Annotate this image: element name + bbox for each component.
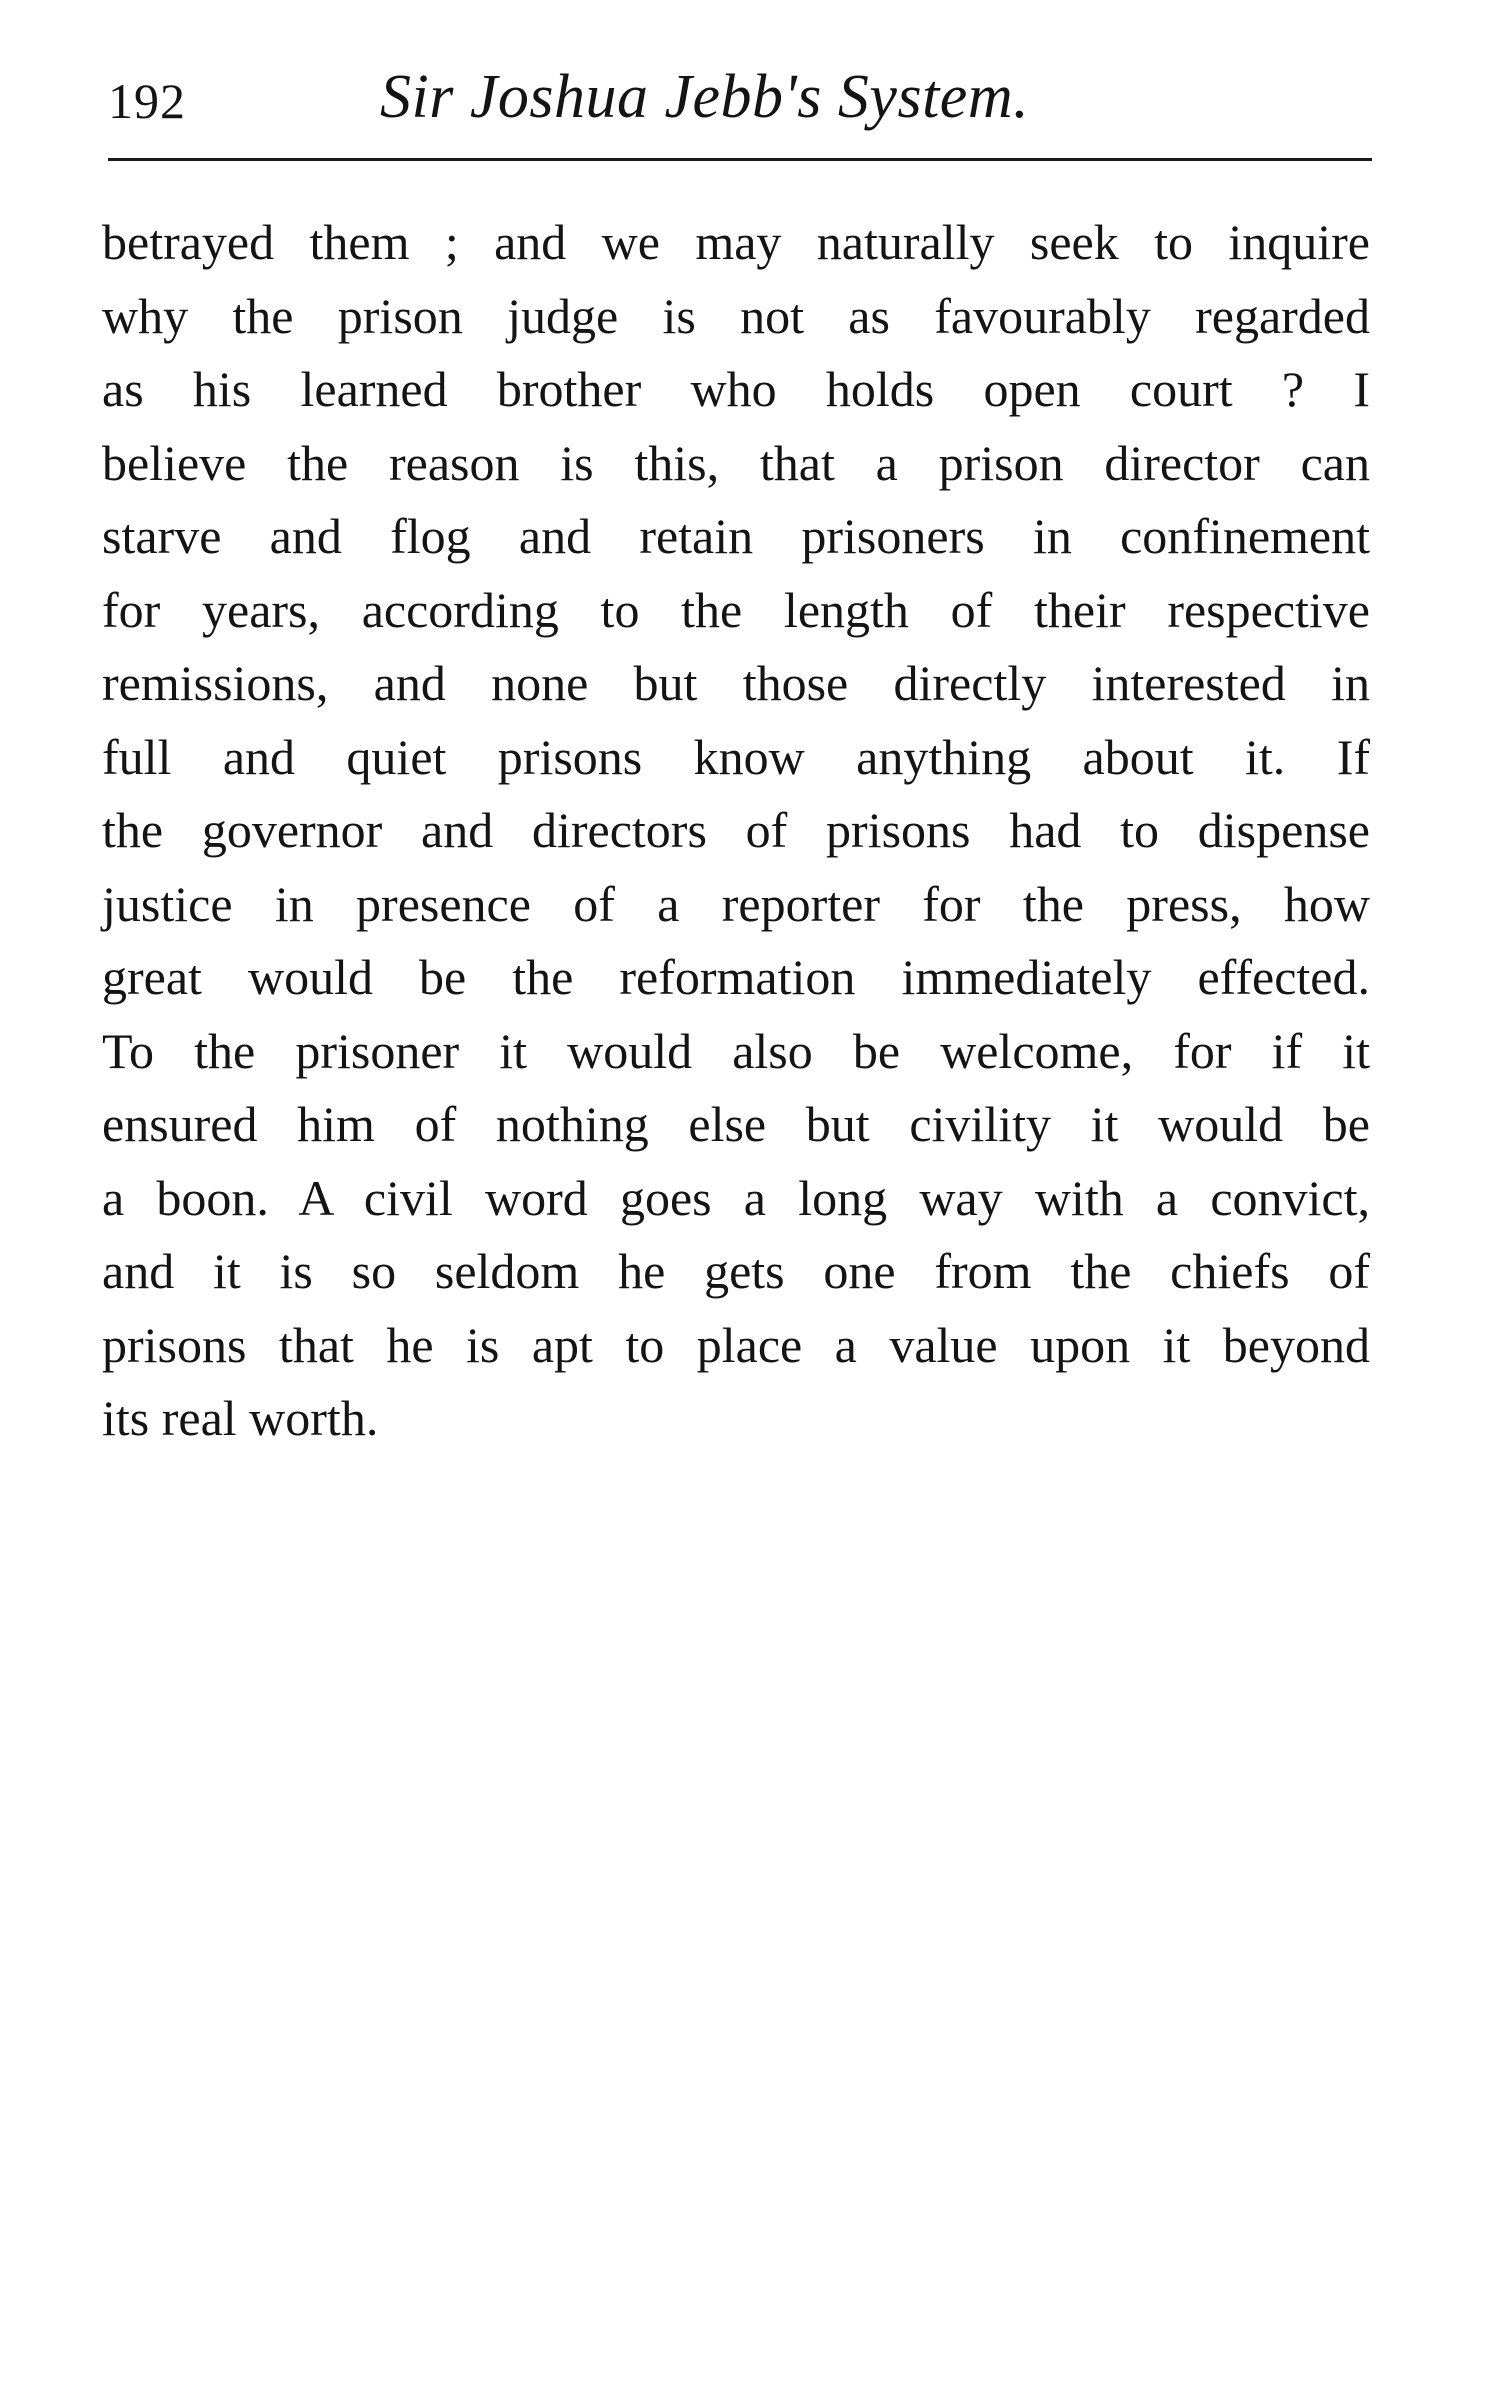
text-line: To the prisoner it would also be welcome, for if it	[102, 1022, 1370, 1079]
text-line: prisons that he is apt to place a value upon it beyond	[102, 1316, 1370, 1373]
running-head	[108, 62, 1372, 148]
text-line: ensured him of nothing else but civility it would be	[102, 1096, 1370, 1152]
text-line: great would be the reformation immediately effected.	[102, 949, 1370, 1005]
text-line: starve and flog and retain prisoners in confinement	[102, 508, 1370, 564]
text-line: full and quiet prisons know anything about it. If	[102, 728, 1370, 785]
text-line: for years, according to the length of their respective	[102, 581, 1370, 638]
text-line: believe the reason is this, that a prison director can	[102, 434, 1370, 491]
header-rule	[108, 158, 1372, 161]
text-line: justice in presence of a reporter for the press, how	[102, 875, 1370, 932]
text-line: betrayed them ; and we may naturally seek to inquire	[102, 214, 1370, 270]
page-number: 192	[108, 73, 186, 129]
running-title: Sir Joshua Jebb's System.	[380, 63, 1030, 131]
text-line: remissions, and none but those directly interested in	[102, 655, 1370, 711]
text-line: and it is so seldom he gets one from the chiefs of	[102, 1243, 1370, 1299]
text-line: the governor and directors of prisons had to dispense	[102, 802, 1370, 858]
text-line: as his learned brother who holds open court ? I	[102, 361, 1370, 417]
body-paragraph	[102, 206, 1370, 1456]
text-line-last: its real worth.	[102, 1390, 379, 1446]
text-line: a boon. A civil word goes a long way with a convict,	[102, 1169, 1370, 1226]
text-line: why the prison judge is not as favourably regarded	[102, 287, 1370, 344]
